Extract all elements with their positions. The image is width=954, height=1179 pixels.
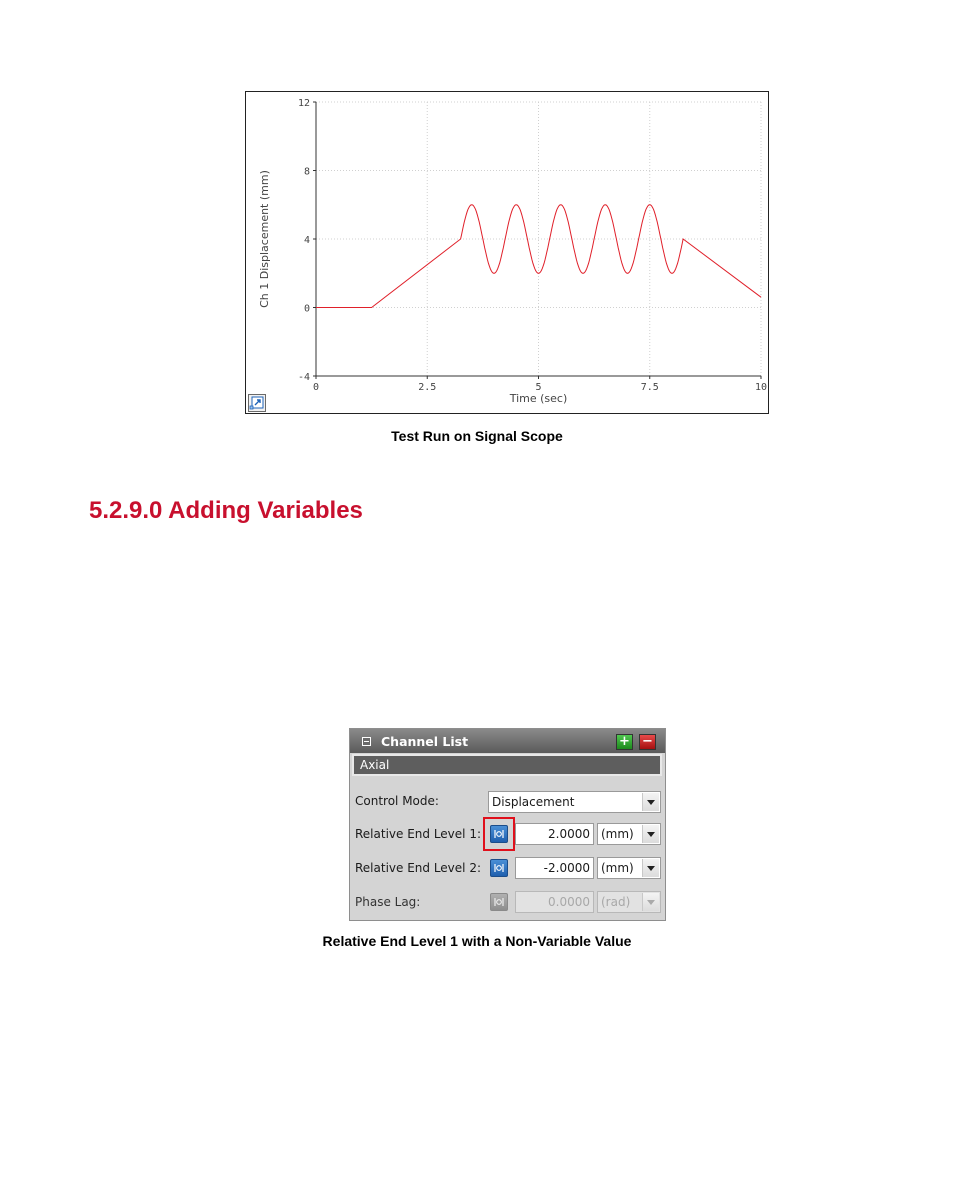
add-channel-button[interactable]: [616, 734, 633, 750]
channel-name: Axial: [360, 758, 390, 772]
channel-list-panel: [349, 728, 666, 921]
relative-end-level-2-label: Relative End Level 2:: [355, 861, 481, 875]
relative-end-level-1-unit-select[interactable]: [597, 823, 661, 845]
chevron-down-icon: [642, 893, 659, 911]
phase-lag-row: [350, 891, 665, 915]
relative-end-level-1-input[interactable]: [515, 823, 594, 845]
y-tick-label: -4: [297, 372, 310, 383]
y-tick-label: 12: [297, 98, 310, 109]
scope-plot: [246, 92, 768, 413]
expand-glyph: [249, 395, 265, 411]
relative-end-level-1-unit: (mm): [601, 827, 634, 841]
x-tick-label: 10: [754, 382, 768, 393]
collapse-icon[interactable]: [362, 737, 371, 746]
phase-lag-unit: (rad): [601, 895, 631, 909]
relative-end-level-2-value: -2.0000: [543, 861, 590, 875]
series-line: [316, 205, 761, 308]
x-axis-label: Time (sec): [509, 392, 568, 405]
channel-list-title: Channel List: [381, 734, 469, 749]
highlight-box: [483, 817, 515, 851]
variable-toggle-icon[interactable]: [490, 859, 508, 877]
remove-channel-button[interactable]: [639, 734, 656, 750]
relative-end-level-2-unit: (mm): [601, 861, 634, 875]
section-title: 5.2.9.0 Adding Variables: [89, 497, 363, 524]
plus-icon: +: [619, 734, 630, 749]
control-mode-value: Displacement: [492, 795, 575, 809]
relative-end-level-2-row: [350, 857, 665, 881]
signal-scope-chart: [245, 91, 769, 414]
x-tick-label: 7.5: [640, 382, 659, 393]
control-mode-select[interactable]: [488, 791, 661, 813]
variable-glyph: [493, 862, 505, 874]
variable-toggle-icon: [490, 893, 508, 911]
relative-end-level-1-value: 2.0000: [548, 827, 590, 841]
y-axis-label: Ch 1 Displacement (mm): [258, 170, 271, 308]
x-tick-label: 2.5: [418, 382, 437, 393]
variable-glyph: [493, 896, 505, 908]
phase-lag-unit-select: [597, 891, 661, 913]
phase-lag-value: 0.0000: [548, 895, 590, 909]
x-tick-label: 5: [535, 382, 542, 393]
chevron-down-icon[interactable]: [642, 793, 659, 811]
y-tick-label: 0: [303, 303, 310, 315]
channel-list-header: [350, 729, 665, 753]
phase-lag-label: Phase Lag:: [355, 895, 421, 909]
scope-caption: Test Run on Signal Scope: [391, 428, 563, 444]
control-mode-row: [350, 790, 665, 814]
chevron-down-icon[interactable]: [642, 825, 659, 843]
relative-end-level-1-label: Relative End Level 1:: [355, 827, 481, 841]
expand-icon[interactable]: [248, 394, 266, 412]
channel-item-axial[interactable]: [352, 754, 662, 776]
channel-list-caption: Relative End Level 1 with a Non-Variable Value: [322, 933, 632, 949]
control-mode-label: Control Mode:: [355, 794, 439, 808]
y-tick-label: 4: [303, 235, 310, 246]
x-tick-label: 0: [312, 382, 320, 393]
phase-lag-input: [515, 891, 594, 913]
chevron-down-icon[interactable]: [642, 859, 659, 877]
relative-end-level-2-unit-select[interactable]: [597, 857, 661, 879]
y-tick-label: 8: [303, 166, 310, 178]
minus-icon: −: [642, 734, 653, 749]
relative-end-level-2-input[interactable]: [515, 857, 594, 879]
